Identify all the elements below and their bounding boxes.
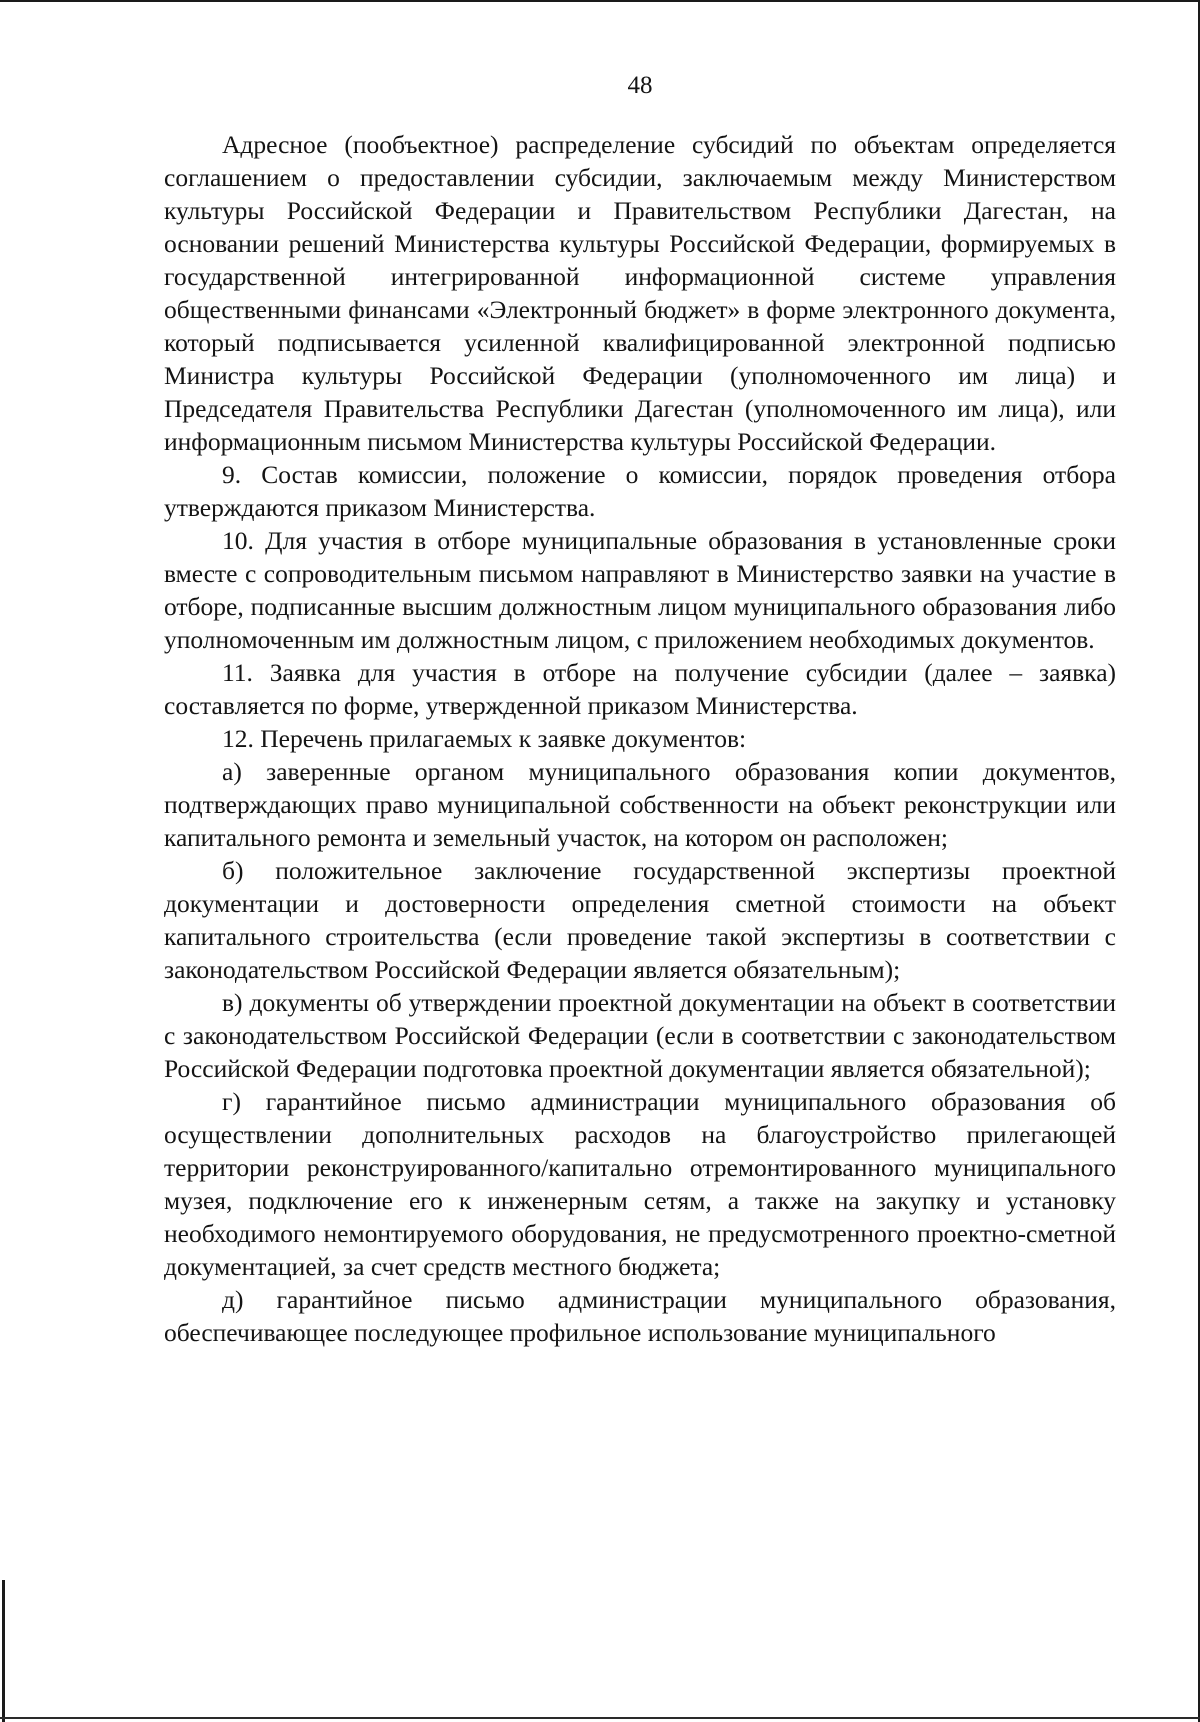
list-item-v: в) документы об утверждении проектной документации на объект в соответствии с законодательством Российской Федерации (если в соответствии с законодательством Российской Федерации подготовка проектной документации является обязательной);: [164, 988, 1116, 1083]
page-number: 48: [627, 72, 653, 99]
paragraph-11-application-form: 11. Заявка для участия в отборе на получение субсидии (далее – заявка) составляется по форме, утвержденной приказом Министерства.: [164, 658, 1116, 720]
paragraph-subsidy-distribution: Адресное (пообъектное) распределение субсидий по объектам определяется соглашением о предоставлении субсидии, заключаемым между Министерством культуры Российской Федерации и Правительством Республики Дагестан, на основании решений Министерства культуры Российской Федерации, формируемых в государственной интегрированной информационной системе управления общественными финансами «Электронный бюджет» в форме электронного документа, который подписывается усиленной квалифицированной электронной подписью Министра культуры Российской Федерации (уполномоченного им лица) и Председателя Правительства Республики Дагестан (уполномоченного им лица), или информационным письмом Министерства культуры Российской Федерации.: [164, 130, 1116, 456]
paragraph-10-participation: 10. Для участия в отборе муниципальные образования в установленные сроки вместе с сопроводительным письмом направляют в Министерство заявки на участие в отборе, подписанные высшим должностным лицом муниципального образования либо уполномоченным им должностным лицом, с приложением необходимых документов.: [164, 526, 1116, 654]
paragraph-9-commission: 9. Состав комиссии, положение о комиссии, порядок проведения отбора утверждаются приказом Министерства.: [164, 460, 1116, 522]
list-item-d: д) гарантийное письмо администрации муниципального образования, обеспечивающее последующее профильное использование муниципального: [164, 1285, 1116, 1347]
list-item-b: б) положительное заключение государственной экспертизы проектной документации и достоверности определения сметной стоимости на объект капитального строительства (если проведение такой экспертизы в соответствии с законодательством Российской Федерации является обязательным);: [164, 856, 1116, 984]
list-item-a: а) заверенные органом муниципального образования копии документов, подтверждающих право муниципальной собственности на объект реконструкции или капитального ремонта и земельный участок, на котором он расположен;: [164, 757, 1116, 852]
scan-edge-mark: [2, 1580, 5, 1722]
document-body: [164, 128, 1116, 1349]
paragraph-12-documents-list: 12. Перечень прилагаемых к заявке документов:: [222, 724, 747, 753]
list-item-g: г) гарантийное письмо администрации муниципального образования об осуществлении дополнительных расходов на благоустройство прилегающей территории реконструированного/капитально отремонтированного муниципального музея, подключение его к инженерным сетям, а также на закупку и установку необходимого немонтируемого оборудования, не предусмотренного проектно-сметной документацией, за счет средств местного бюджета;: [164, 1087, 1116, 1281]
scan-bottom-line: [0, 1717, 1200, 1719]
